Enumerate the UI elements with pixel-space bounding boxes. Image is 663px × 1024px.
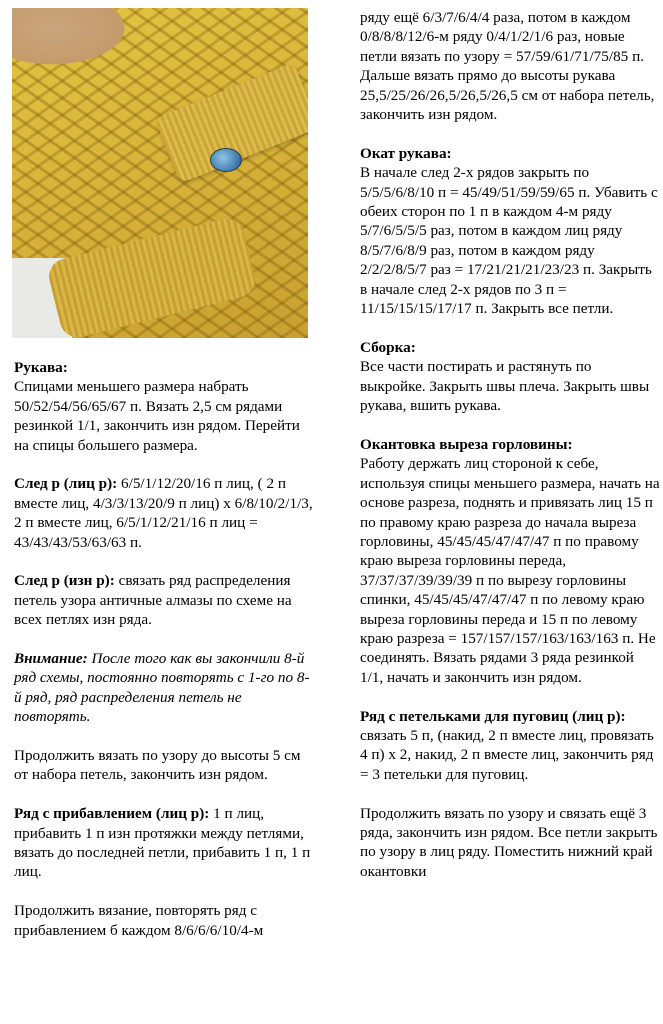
neckband-text: Работу держать лиц стороной к себе, используя спицы меньшего размера, начать на основе разреза, поднять и привязать лиц 15 п по правому краю разреза до начала выреза горловины, 45/45/45/47/47/47 п по правому краю выреза горловины переда, 37/37/37/39/39/39 п по вырезу горловины спинки, 45/45/45/47/47/47 п по левому краю выреза горловины переда и 15 п по левому краю разреза = 157/157/157/163/163/163 п. Не соединять. Вязать рядами 3 ряда резинкой 1/1, начать и закончить изн рядом. — [360, 455, 660, 686]
left-column — [14, 358, 314, 959]
increase-row-text: 1 п лиц, прибавить 1 п изн протяжки между петлями, вязать до последней петли, прибавить 1 п, 1 п лиц. — [14, 805, 311, 881]
continue2-paragraph: Продолжить вязание, повторять ряд с прибавлением б каждом 8/6/6/6/10/4-м — [14, 902, 264, 939]
cap-text: В начале след 2-х рядов закрыть по 5/5/5/6/8/10 п = 45/49/51/59/59/65 п. Убавить с обеих сторон по 1 п в каждом 4-м ряду 5/7/6/5/5/5 раз, потом в каждом лиц ряду 8/5/7/6/8/9 раз, потом в каждом ряду 2/2/2/8/5/7 раз = 17/21/21/21/23/23 п. Закрыть в начале след 2-х рядов по 3 п = 11/15/15/15/17/17 п. Закрыть все петли. — [360, 164, 658, 318]
cap-title: Окат рукава: — [360, 144, 452, 162]
attention-section — [14, 649, 314, 727]
continue-paragraph: Продолжить вязать по узору до высоты 5 см от набора петель, закончить изн рядом. — [14, 747, 301, 784]
button-icon — [210, 148, 242, 172]
sleeve-photo — [12, 8, 308, 338]
right-column — [360, 8, 660, 901]
buttonhole-title: Ряд с петельками для пуговиц (лиц р): — [360, 707, 626, 725]
continuation-paragraph: ряду ещё 6/3/7/6/4/4 раза, потом в каждом 0/8/8/8/12/6-м ряду 0/4/1/2/1/6 раз, новые петли вязать по узору = 57/59/61/71/75/85 п. Дальше вязать прямо до высоты рукава 25,5/25/26/26,5/26,5/26,5 см от набора петель, закончить изн рядом. — [360, 9, 655, 124]
next-ws-title: След р (изн р): — [14, 572, 115, 590]
assembly-section — [360, 338, 660, 416]
assembly-title: Сборка: — [360, 338, 416, 356]
buttonhole-text: связать 5 п, (накид, 2 п вместе лиц, провязать 4 п) х 2, накид, 2 п вместе лиц, закончить ряд = 3 петельки для пуговиц. — [360, 726, 654, 783]
buttonhole-section — [360, 707, 660, 785]
sleeves-title: Рукава: — [14, 359, 68, 376]
neckband-title: Окантовка выреза горловины: — [360, 435, 573, 453]
cap-section — [360, 144, 660, 319]
assembly-text: Все части постирать и растянуть по выкройке. Закрыть швы плеча. Закрыть швы рукава, вшить рукава. — [360, 358, 650, 415]
sleeves-section — [14, 358, 314, 455]
sleeves-text: Спицами меньшего размера набрать 50/52/54/56/65/67 п. Вязать 2,5 см рядами резинкой 1/1, закончить изн рядом. Перейти на спицы большего размера. — [14, 378, 300, 454]
neckband-section — [360, 435, 660, 687]
attention-title: Внимание: — [14, 650, 88, 668]
increase-row-title: Ряд с прибавлением (лиц р): — [14, 805, 210, 823]
next-rs-text: 6/5/1/12/20/16 п лиц, ( 2 п вместе лиц, 4/3/3/13/20/9 п лиц) х 6/8/10/2/1/3, 2 п вместе лиц, 6/5/1/12/21/16 п лиц = 43/43/43/53/63/63 п. — [14, 475, 313, 551]
next-ws-section — [14, 571, 314, 629]
increase-row-section — [14, 804, 314, 882]
attention-text: После того как вы закончили 8-й ряд схемы, постоянно повторять с 1-го по 8-й ряд, ряд распределения петель не повторять. — [14, 650, 310, 726]
next-rs-title: След р (лиц р): — [14, 475, 118, 493]
next-ws-text: связать ряд распределения петель узора античные алмазы по схеме на всех петлях изн ряда. — [14, 572, 292, 629]
next-rs-section — [14, 474, 314, 552]
sleeve-cuff — [45, 215, 258, 338]
final-paragraph: Продолжить вязать по узору и связать ещё 3 ряда, закончить изн рядом. Все петли закрыть по узору в лиц ряду. Поместить нижний край окантовки — [360, 804, 658, 880]
